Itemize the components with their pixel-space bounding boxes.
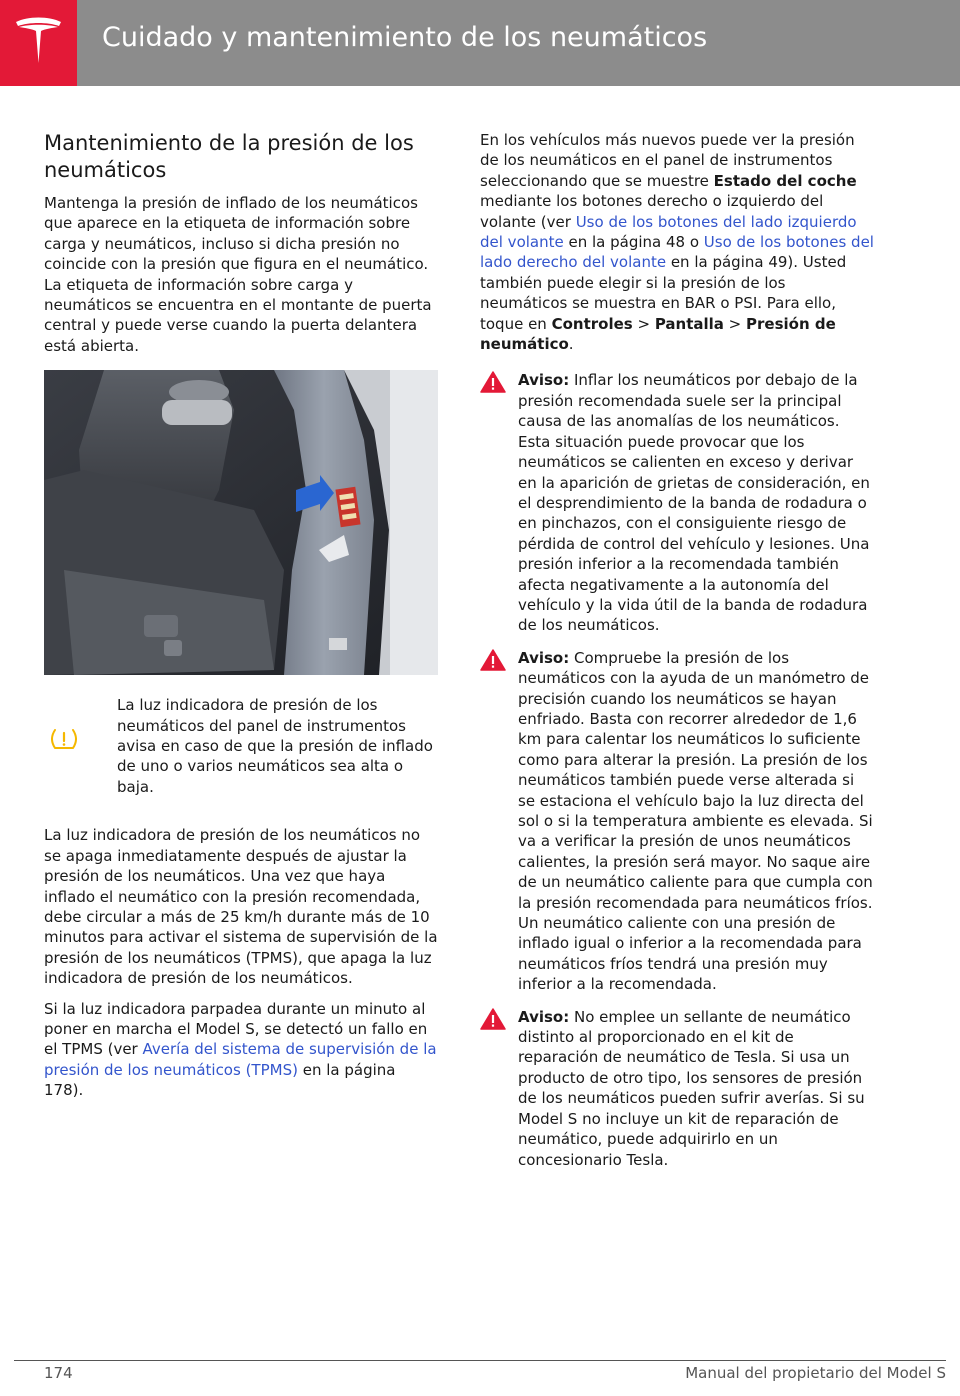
warning-triangle-icon bbox=[480, 649, 506, 671]
warning-underinflation: Aviso: Inflar los neumáticos por debajo de la presión recomendada suele ser la principal causa de las anomalías de los neumáticos. Esta situación puede provocar que los neumáticos se calienten en exceso y derivar en la aparición de grietas de consideración, en el desprendimiento de la banda de rodadura o en pinchazos, con el consiguiente riesgo de pérdida de control del vehículo y lesiones. Una presión inferior a la recomendada también afecta negativamente a la autonomía del vehículo y la vida útil de la banda de rodadura de los neumáticos. bbox=[480, 370, 875, 635]
left-buttons-link[interactable]: Uso de los botones del lado izquierdo del volante bbox=[480, 212, 857, 252]
page-title: Cuidado y mantenimiento de los neumáticos bbox=[102, 22, 708, 53]
right-column bbox=[480, 130, 875, 1182]
manual-title: Manual del propietario del Model S bbox=[685, 1364, 946, 1382]
tesla-logo-icon bbox=[14, 17, 63, 67]
instrument-panel-paragraph: En los vehículos más nuevos puede ver la presión de los neumáticos en el panel de instrumentos seleccionando que se muestre Estado del coche mediante los botones derecho o izquierdo del volante (ver Uso de los botones del lado izquierdo del volante en la página 48 o Uso de los botones del lado derecho del volante en la página 49). Usted también puede elegir si la presión de los neumáticos se muestra en BAR o PSI. Para ello, toque en Controles > Pantalla > Presión de neumático. bbox=[480, 131, 874, 354]
page-header bbox=[0, 0, 960, 86]
section-heading: Mantenimiento de la presión de los neumáticos bbox=[44, 131, 414, 182]
tpms-indicator-note bbox=[44, 695, 438, 797]
tpms-fault-link[interactable]: Avería del sistema de supervisión de la presión de los neumáticos (TPMS) bbox=[44, 1040, 437, 1079]
tpms-reset-paragraph: La luz indicadora de presión de los neumáticos no se apaga inmediatamente después de ajustar la presión de los neumáticos. Una vez que haya inflado el neumático con la presión recomendada, debe circular a más de 25 km/h durante más de 10 minutos para activar el sistema de supervisión de la presión de los neumáticos (TPMS), que apaga la luz indicadora de presión de los neumáticos. bbox=[44, 826, 438, 988]
footer-divider bbox=[14, 1360, 946, 1361]
tpms-warning-light-icon bbox=[51, 728, 77, 750]
brand-logo bbox=[0, 0, 77, 86]
warning-sealant: Aviso: No emplee un sellante de neumático distinto al proporcionado en el kit de reparación de neumático de Tesla. Si usa un producto de otro tipo, los sensores de presión de los neumáticos pueden sufrir averías. Si su Model S no incluye un kit de reparación de neumático, puede adquirirlo en un concesionario Tesla. bbox=[480, 1007, 875, 1170]
door-pillar-label-photo bbox=[44, 370, 438, 675]
page-number: 174 bbox=[44, 1364, 73, 1382]
warning-triangle-icon bbox=[480, 371, 506, 393]
left-column bbox=[44, 130, 438, 1111]
warning-triangle-icon bbox=[480, 1008, 506, 1030]
warning-check-cold: Aviso: Compruebe la presión de los neumáticos con la ayuda de un manómetro de precisión cuando los neumáticos se hayan enfriado. Basta con recorrer alrededor de 1,6 km para calentar los neumáticos lo suficiente como para alterar la presión. La presión de los neumáticos también puede verse alterada si se estaciona el vehículo bajo la luz directa del sol o si la temperatura ambiente es elevada. Si va a verificar la presión de unos neumáticos calientes, la presión será mayor. No saque aire de un neumático caliente para que cumpla con la presión recomendada para neumáticos fríos. Un neumático caliente con una presión de inflado igual o inferior a la recomendada para neumáticos fríos tendrá una presión muy inferior a la recomendada. bbox=[480, 648, 875, 995]
right-buttons-link[interactable]: Uso de los botones del lado derecho del volante bbox=[480, 233, 874, 272]
indicator-text: La luz indicadora de presión de los neumáticos del panel de instrumentos avisa en caso de que la presión de inflado de uno o varios neumáticos sea alta o baja. bbox=[117, 696, 433, 796]
tpms-fault-paragraph: Si la luz indicadora parpadea durante un minuto al poner en marcha el Model S, se detectó un fallo en el TPMS (ver Avería del sistema de supervisión de la presión de los neumáticos (TPMS) en la página 178). bbox=[44, 999, 437, 1100]
intro-paragraph: Mantenga la presión de inflado de los neumáticos que aparece en la etiqueta de información sobre carga y neumáticos, incluso si dicha presión no coincide con la presión que figura en el neumático. La etiqueta de información sobre carga y neumáticos se encuentra en el montante de puerta central y puede verse cuando la puerta delantera está abierta. bbox=[44, 194, 432, 355]
